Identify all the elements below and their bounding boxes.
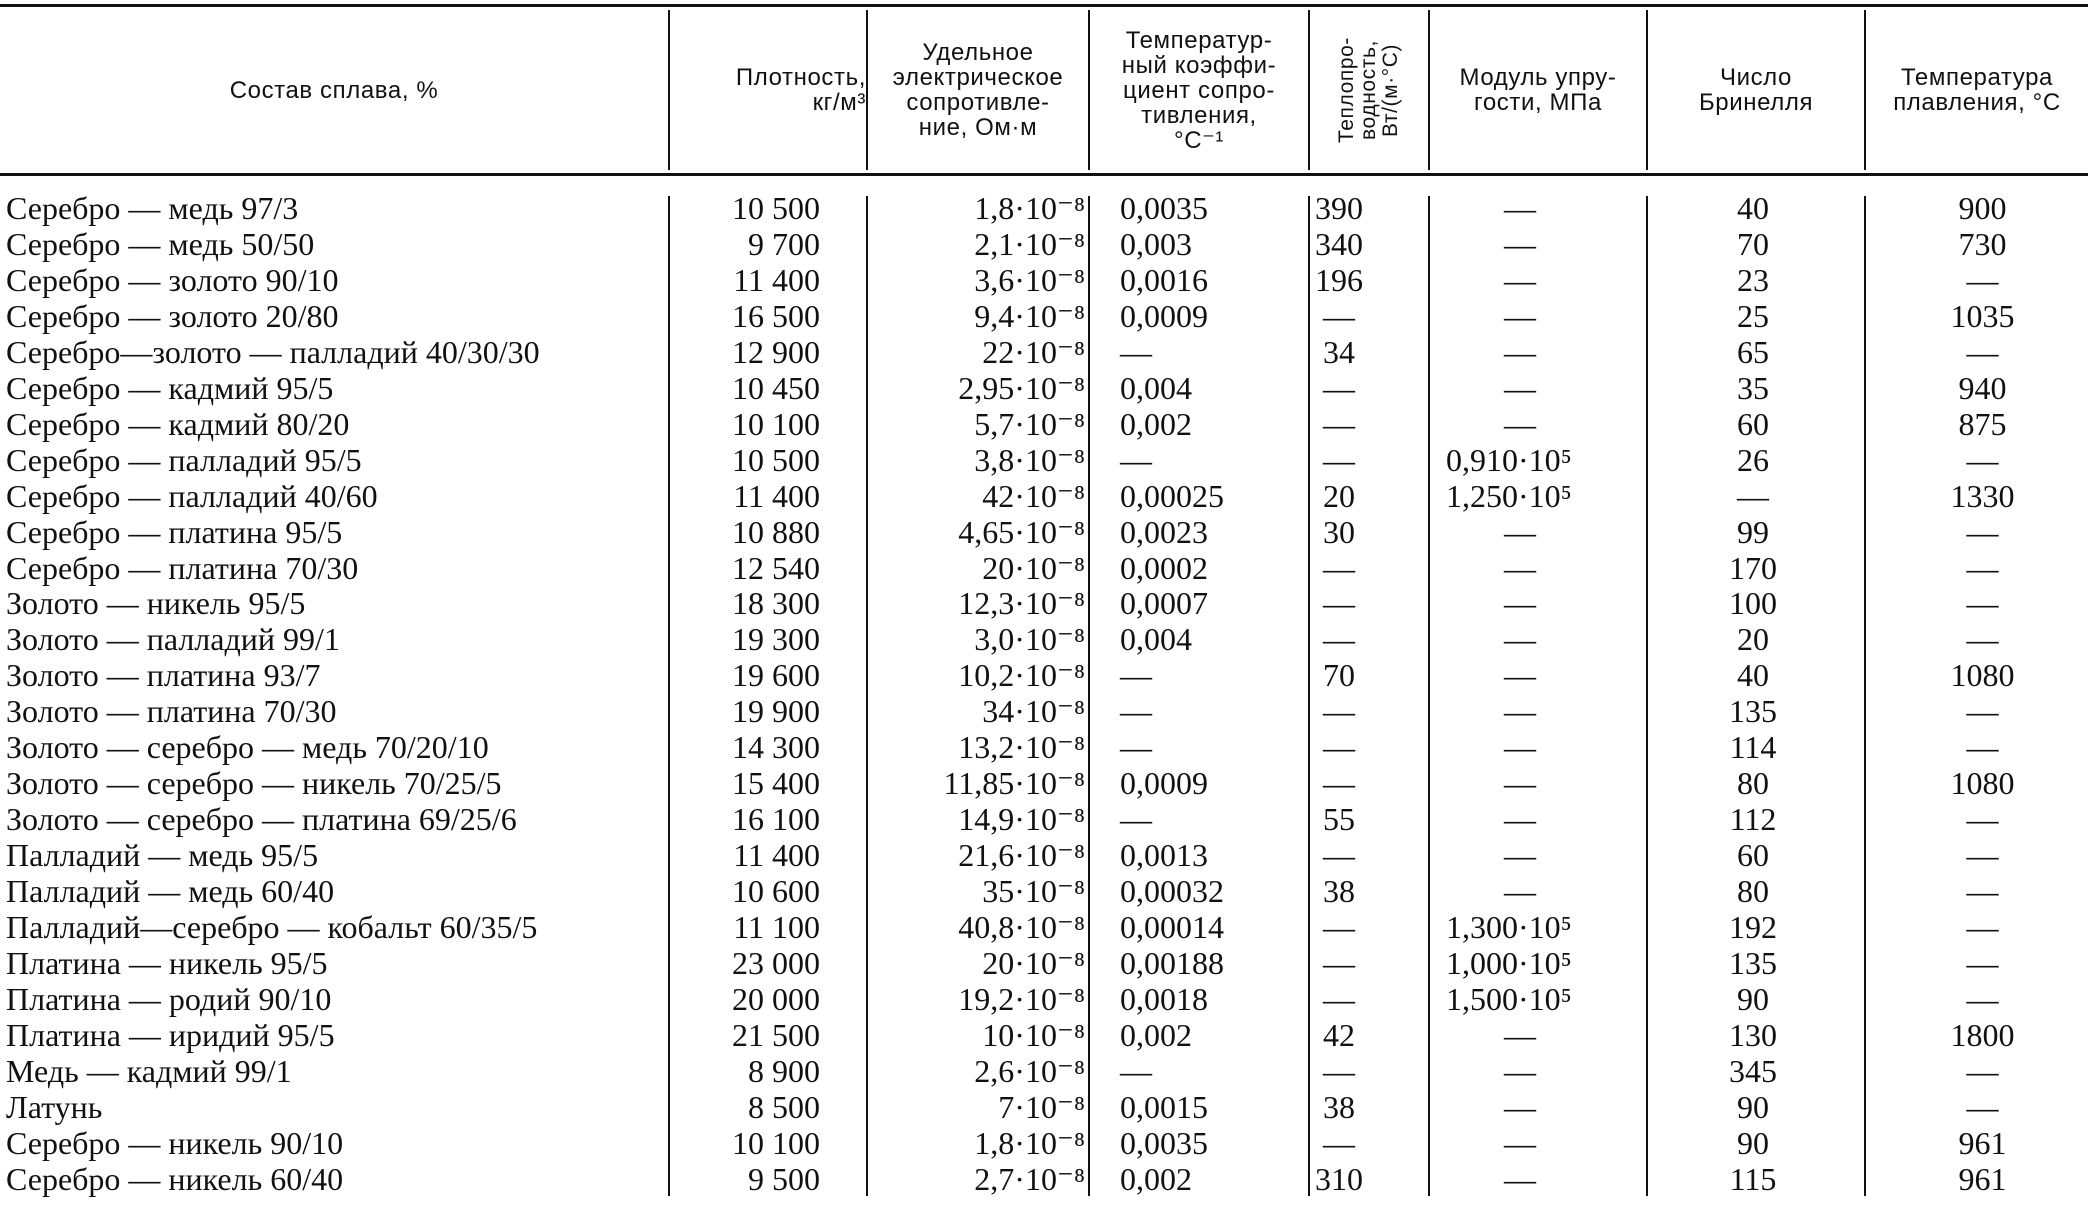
cell-temp-coef: — (1120, 441, 1152, 478)
cell-modulus: 1,300·10⁵ (1446, 909, 1572, 945)
cell-density: 19 300 (732, 621, 820, 658)
cell-resistivity: 14,9·10⁻⁸ (958, 801, 1085, 838)
header-melting: Температура плавления, °С (1893, 64, 2061, 116)
cell-brinell: 25 (1737, 297, 1769, 334)
cell-melting: — (1966, 513, 1999, 550)
cell-density: 10 500 (732, 441, 820, 478)
cell-melting: — (1966, 1088, 1999, 1125)
table-row (0, 1089, 2088, 1125)
cell-conductivity: — (1323, 980, 1355, 1017)
cell-composition: Золото — серебро — медь 70/20/10 (6, 729, 489, 766)
table-row (0, 729, 2088, 765)
cell-melting: — (1966, 585, 1999, 622)
cell-composition: Серебро—золото — палладий 40/30/30 (6, 333, 540, 370)
cell-density: 16 500 (732, 297, 820, 334)
cell-resistivity: 20·10⁻⁸ (982, 549, 1085, 586)
cell-brinell: — (1737, 477, 1769, 514)
table-row (0, 550, 2088, 586)
cell-conductivity: — (1323, 837, 1355, 874)
cell-modulus: — (1504, 405, 1536, 442)
cell-brinell: 345 (1729, 1052, 1777, 1089)
cell-density: 10 600 (732, 873, 820, 910)
table-row (0, 981, 2088, 1017)
cell-conductivity: — (1323, 909, 1355, 945)
cell-temp-coef: 0,00032 (1120, 873, 1224, 910)
cell-resistivity: 12,3·10⁻⁸ (958, 585, 1085, 622)
cell-conductivity: — (1323, 621, 1355, 658)
cell-temp-coef: — (1120, 801, 1152, 838)
cell-resistivity: 2,95·10⁻⁸ (958, 369, 1085, 406)
cell-temp-coef: — (1120, 333, 1152, 370)
cell-modulus: — (1504, 225, 1536, 262)
table-row (0, 621, 2088, 657)
cell-brinell: 90 (1737, 1088, 1769, 1125)
cell-brinell: 80 (1737, 873, 1769, 910)
cell-composition: Платина — никель 95/5 (6, 944, 328, 981)
cell-temp-coef: — (1120, 693, 1152, 730)
cell-melting: 1035 (1950, 297, 2015, 334)
cell-brinell: 23 (1737, 261, 1769, 298)
cell-brinell: 135 (1729, 944, 1777, 981)
cell-conductivity: 196 (1315, 261, 1363, 298)
cell-melting: — (1966, 1052, 1999, 1089)
cell-modulus: — (1504, 1088, 1536, 1125)
cell-composition: Серебро — платина 70/30 (6, 549, 359, 586)
cell-brinell: 20 (1737, 621, 1769, 658)
cell-melting: — (1966, 693, 1999, 730)
cell-modulus: — (1504, 261, 1536, 298)
cell-composition: Медь — кадмий 99/1 (6, 1052, 292, 1089)
cell-modulus: — (1504, 801, 1536, 838)
cell-density: 15 400 (732, 765, 820, 802)
cell-brinell: 70 (1737, 225, 1769, 262)
cell-composition: Серебро — платина 95/5 (6, 513, 343, 550)
cell-brinell: 100 (1729, 585, 1777, 622)
cell-conductivity: — (1323, 729, 1355, 766)
cell-modulus: — (1504, 765, 1536, 802)
cell-modulus: 1,250·10⁵ (1446, 477, 1572, 514)
cell-density: 19 900 (732, 693, 820, 730)
cell-brinell: 26 (1737, 441, 1769, 478)
table-row (0, 406, 2088, 442)
table-row (0, 873, 2088, 909)
cell-resistivity: 3,6·10⁻⁸ (974, 261, 1085, 298)
cell-composition: Серебро — палладий 40/60 (6, 477, 378, 514)
cell-brinell: 90 (1737, 1124, 1769, 1161)
cell-density: 10 880 (732, 513, 820, 550)
table-row (0, 1161, 2088, 1197)
cell-density: 10 500 (732, 190, 820, 226)
cell-modulus: — (1504, 657, 1536, 694)
cell-conductivity: 30 (1323, 513, 1355, 550)
cell-resistivity: 22·10⁻⁸ (982, 333, 1085, 370)
cell-modulus: — (1504, 585, 1536, 622)
cell-composition: Серебро — медь 50/50 (6, 225, 315, 262)
cell-conductivity: 390 (1315, 190, 1363, 226)
header-density: Плотность, кг/м³ (735, 64, 866, 116)
cell-temp-coef: 0,00014 (1120, 909, 1224, 945)
cell-brinell: 40 (1737, 190, 1769, 226)
cell-resistivity: 42·10⁻⁸ (982, 477, 1085, 514)
cell-resistivity: 20·10⁻⁸ (982, 944, 1085, 981)
cell-resistivity: 19,2·10⁻⁸ (958, 980, 1085, 1017)
table-row (0, 945, 2088, 981)
cell-melting: — (1966, 441, 1999, 478)
cell-melting: — (1966, 980, 1999, 1017)
cell-temp-coef: 0,0009 (1120, 297, 1208, 334)
cell-modulus: — (1504, 693, 1536, 730)
cell-conductivity: 38 (1323, 873, 1355, 910)
cell-density: 11 400 (733, 477, 820, 514)
table-row (0, 837, 2088, 873)
cell-resistivity: 9,4·10⁻⁸ (974, 297, 1085, 334)
cell-brinell: 60 (1737, 405, 1769, 442)
cell-density: 11 100 (733, 909, 820, 945)
cell-brinell: 112 (1729, 801, 1777, 838)
table-row (0, 226, 2088, 262)
cell-density: 12 900 (732, 333, 820, 370)
cell-modulus: — (1504, 190, 1536, 226)
cell-composition: Палладий — медь 60/40 (6, 873, 335, 910)
cell-brinell: 40 (1737, 657, 1769, 694)
header-resistivity: Удельное электрическое сопротивле- ние, Ом·м (892, 39, 1064, 141)
cell-brinell: 114 (1729, 729, 1777, 766)
cell-melting: 1080 (1950, 657, 2015, 694)
cell-temp-coef: 0,0018 (1120, 980, 1208, 1017)
cell-temp-coef: 0,0002 (1120, 549, 1208, 586)
table-row (0, 442, 2088, 478)
cell-modulus: 1,500·10⁵ (1446, 980, 1572, 1017)
cell-composition: Золото — платина 70/30 (6, 693, 337, 730)
cell-brinell: 80 (1737, 765, 1769, 802)
cell-composition: Серебро — медь 97/3 (6, 190, 299, 226)
cell-conductivity: 55 (1323, 801, 1355, 838)
cell-temp-coef: 0,003 (1120, 225, 1192, 262)
cell-modulus: 1,000·10⁵ (1446, 944, 1572, 981)
cell-brinell: 115 (1729, 1160, 1777, 1197)
cell-composition: Золото — серебро — платина 69/25/6 (6, 801, 517, 838)
cell-composition: Серебро — никель 90/10 (6, 1124, 344, 1161)
cell-composition: Палладий—серебро — кобальт 60/35/5 (6, 909, 538, 945)
top-rule (0, 4, 2088, 7)
cell-composition: Золото — платина 93/7 (6, 657, 321, 694)
cell-temp-coef: 0,0035 (1120, 190, 1208, 226)
cell-density: 10 100 (732, 405, 820, 442)
cell-conductivity: — (1323, 549, 1355, 586)
table-row (0, 801, 2088, 837)
cell-density: 8 500 (748, 1088, 820, 1125)
cell-temp-coef: 0,002 (1120, 1160, 1192, 1197)
cell-conductivity: — (1323, 1052, 1355, 1089)
cell-brinell: 135 (1729, 693, 1777, 730)
cell-resistivity: 1,8·10⁻⁸ (974, 1124, 1085, 1161)
cell-melting: — (1966, 621, 1999, 658)
table-row (0, 370, 2088, 406)
cell-modulus: — (1504, 369, 1536, 406)
cell-melting: — (1966, 729, 1999, 766)
cell-resistivity: 2,7·10⁻⁸ (974, 1160, 1085, 1197)
cell-temp-coef: 0,0009 (1120, 765, 1208, 802)
cell-resistivity: 10,2·10⁻⁸ (958, 657, 1085, 694)
cell-resistivity: 13,2·10⁻⁸ (958, 729, 1085, 766)
cell-density: 14 300 (732, 729, 820, 766)
cell-conductivity: — (1323, 765, 1355, 802)
cell-brinell: 35 (1737, 369, 1769, 406)
cell-composition: Серебро — золото 90/10 (6, 261, 339, 298)
cell-modulus: — (1504, 549, 1536, 586)
cell-resistivity: 40,8·10⁻⁸ (958, 909, 1085, 945)
cell-temp-coef: 0,00025 (1120, 477, 1224, 514)
cell-composition: Серебро — кадмий 80/20 (6, 405, 350, 442)
cell-density: 23 000 (732, 944, 820, 981)
table-row (0, 514, 2088, 550)
cell-resistivity: 34·10⁻⁸ (982, 693, 1085, 730)
header-rule (0, 173, 2088, 176)
cell-temp-coef: 0,004 (1120, 369, 1192, 406)
cell-density: 9 700 (748, 225, 820, 262)
cell-resistivity: 2,6·10⁻⁸ (974, 1052, 1085, 1089)
cell-density: 12 540 (732, 549, 820, 586)
header-temp-coef: Температур- ный коэффи- циент сопро- тивления, °С⁻¹ (1121, 26, 1277, 154)
cell-density: 11 400 (733, 837, 820, 874)
cell-modulus: — (1504, 513, 1536, 550)
table-row (0, 190, 2088, 226)
cell-conductivity: — (1323, 405, 1355, 442)
cell-conductivity: — (1323, 369, 1355, 406)
cell-melting: 730 (1958, 225, 2007, 262)
cell-resistivity: 3,8·10⁻⁸ (974, 441, 1085, 478)
cell-density: 11 400 (733, 261, 820, 298)
cell-brinell: 60 (1737, 837, 1769, 874)
cell-resistivity: 7·10⁻⁸ (998, 1088, 1085, 1125)
header-brinell: Число Бринелля (1698, 64, 1814, 116)
cell-brinell: 65 (1737, 333, 1769, 370)
cell-melting: — (1966, 909, 1999, 945)
cell-melting: — (1966, 333, 1999, 370)
cell-temp-coef: 0,002 (1120, 1016, 1192, 1053)
cell-brinell: 90 (1737, 980, 1769, 1017)
header-conductivity: Теплопро- водность, Вт/(м·°С) (1335, 37, 1402, 143)
cell-brinell: 170 (1729, 549, 1777, 586)
cell-conductivity: 42 (1323, 1016, 1355, 1053)
table-row (0, 765, 2088, 801)
cell-temp-coef: 0,004 (1120, 621, 1192, 658)
cell-composition: Серебро — золото 20/80 (6, 297, 339, 334)
cell-resistivity: 5,7·10⁻⁸ (974, 405, 1085, 442)
cell-modulus: — (1504, 837, 1536, 874)
cell-melting: 875 (1958, 405, 2007, 442)
cell-density: 8 900 (748, 1052, 820, 1089)
cell-conductivity: 20 (1323, 477, 1355, 514)
cell-modulus: — (1504, 873, 1536, 910)
cell-melting: 1800 (1950, 1016, 2015, 1053)
cell-density: 10 450 (732, 369, 820, 406)
cell-conductivity: 340 (1315, 225, 1363, 262)
table-row (0, 334, 2088, 370)
cell-conductivity: — (1323, 585, 1355, 622)
cell-conductivity: — (1323, 693, 1355, 730)
cell-composition: Платина — родий 90/10 (6, 980, 332, 1017)
table-row (0, 1125, 2088, 1161)
cell-melting: — (1966, 801, 1999, 838)
cell-temp-coef: — (1120, 729, 1152, 766)
cell-modulus: — (1504, 1160, 1536, 1197)
cell-composition: Серебро — палладий 95/5 (6, 441, 362, 478)
cell-temp-coef: 0,0023 (1120, 513, 1208, 550)
cell-modulus: — (1504, 621, 1536, 658)
cell-conductivity: — (1323, 297, 1355, 334)
cell-melting: 961 (1958, 1160, 2007, 1197)
cell-density: 9 500 (748, 1160, 820, 1197)
cell-conductivity: — (1323, 1124, 1355, 1161)
cell-resistivity: 2,1·10⁻⁸ (974, 225, 1085, 262)
cell-melting: 900 (1958, 190, 2007, 226)
cell-melting: 961 (1958, 1124, 2007, 1161)
cell-conductivity: — (1323, 441, 1355, 478)
cell-density: 21 500 (732, 1016, 820, 1053)
table-row (0, 585, 2088, 621)
cell-density: 20 000 (732, 980, 820, 1017)
table-row (0, 1053, 2088, 1089)
cell-resistivity: 11,85·10⁻⁸ (943, 765, 1085, 802)
table-row (0, 262, 2088, 298)
table-row (0, 1017, 2088, 1053)
cell-conductivity: — (1323, 944, 1355, 981)
cell-brinell: 130 (1729, 1016, 1777, 1053)
table-row (0, 909, 2088, 945)
cell-temp-coef: — (1120, 1052, 1152, 1089)
cell-modulus: — (1504, 1052, 1536, 1089)
cell-temp-coef: 0,0007 (1120, 585, 1208, 622)
cell-density: 18 300 (732, 585, 820, 622)
cell-composition: Золото — палладий 99/1 (6, 621, 340, 658)
cell-temp-coef: 0,0015 (1120, 1088, 1208, 1125)
table-row (0, 478, 2088, 514)
cell-density: 19 600 (732, 657, 820, 694)
table-row (0, 693, 2088, 729)
cell-melting: 1080 (1950, 765, 2015, 802)
cell-melting: — (1966, 873, 1999, 910)
cell-melting: — (1966, 837, 1999, 874)
cell-temp-coef: 0,0016 (1120, 261, 1208, 298)
cell-composition: Платина — иридий 95/5 (6, 1016, 335, 1053)
cell-temp-coef: 0,0013 (1120, 837, 1208, 874)
header-modulus: Модуль упру- гости, МПа (1459, 64, 1617, 116)
cell-resistivity: 3,0·10⁻⁸ (974, 621, 1085, 658)
cell-melting: — (1966, 549, 1999, 586)
cell-modulus: — (1504, 297, 1536, 334)
cell-brinell: 192 (1729, 909, 1777, 945)
cell-melting: — (1966, 261, 1999, 298)
cell-conductivity: 310 (1315, 1160, 1363, 1197)
cell-density: 10 100 (732, 1124, 820, 1161)
table-row (0, 657, 2088, 693)
table-row (0, 298, 2088, 334)
cell-composition: Серебро — кадмий 95/5 (6, 369, 334, 406)
cell-resistivity: 10·10⁻⁸ (982, 1016, 1085, 1053)
cell-conductivity: 34 (1323, 333, 1355, 370)
cell-modulus: — (1504, 1016, 1536, 1053)
cell-density: 16 100 (732, 801, 820, 838)
cell-composition: Золото — никель 95/5 (6, 585, 306, 622)
cell-modulus: — (1504, 1124, 1536, 1161)
cell-conductivity: 38 (1323, 1088, 1355, 1125)
header-composition: Состав сплава, % (229, 76, 439, 104)
cell-modulus: — (1504, 729, 1536, 766)
cell-resistivity: 1,8·10⁻⁸ (974, 190, 1085, 226)
cell-resistivity: 4,65·10⁻⁸ (958, 513, 1085, 550)
cell-melting: 1330 (1950, 477, 2015, 514)
cell-resistivity: 21,6·10⁻⁸ (958, 837, 1085, 874)
cell-temp-coef: 0,0035 (1120, 1124, 1208, 1161)
cell-composition: Золото — серебро — никель 70/25/5 (6, 765, 502, 802)
cell-temp-coef: 0,002 (1120, 405, 1192, 442)
cell-composition: Латунь (6, 1088, 103, 1125)
cell-composition: Серебро — никель 60/40 (6, 1160, 344, 1197)
cell-melting: 940 (1958, 369, 2007, 406)
cell-melting: — (1966, 944, 1999, 981)
cell-temp-coef: 0,00188 (1120, 944, 1224, 981)
cell-modulus: — (1504, 333, 1536, 370)
cell-resistivity: 35·10⁻⁸ (982, 873, 1085, 910)
cell-composition: Палладий — медь 95/5 (6, 837, 319, 874)
cell-brinell: 99 (1737, 513, 1769, 550)
cell-conductivity: 70 (1323, 657, 1355, 694)
cell-temp-coef: — (1120, 657, 1152, 694)
cell-modulus: 0,910·10⁵ (1446, 441, 1572, 478)
